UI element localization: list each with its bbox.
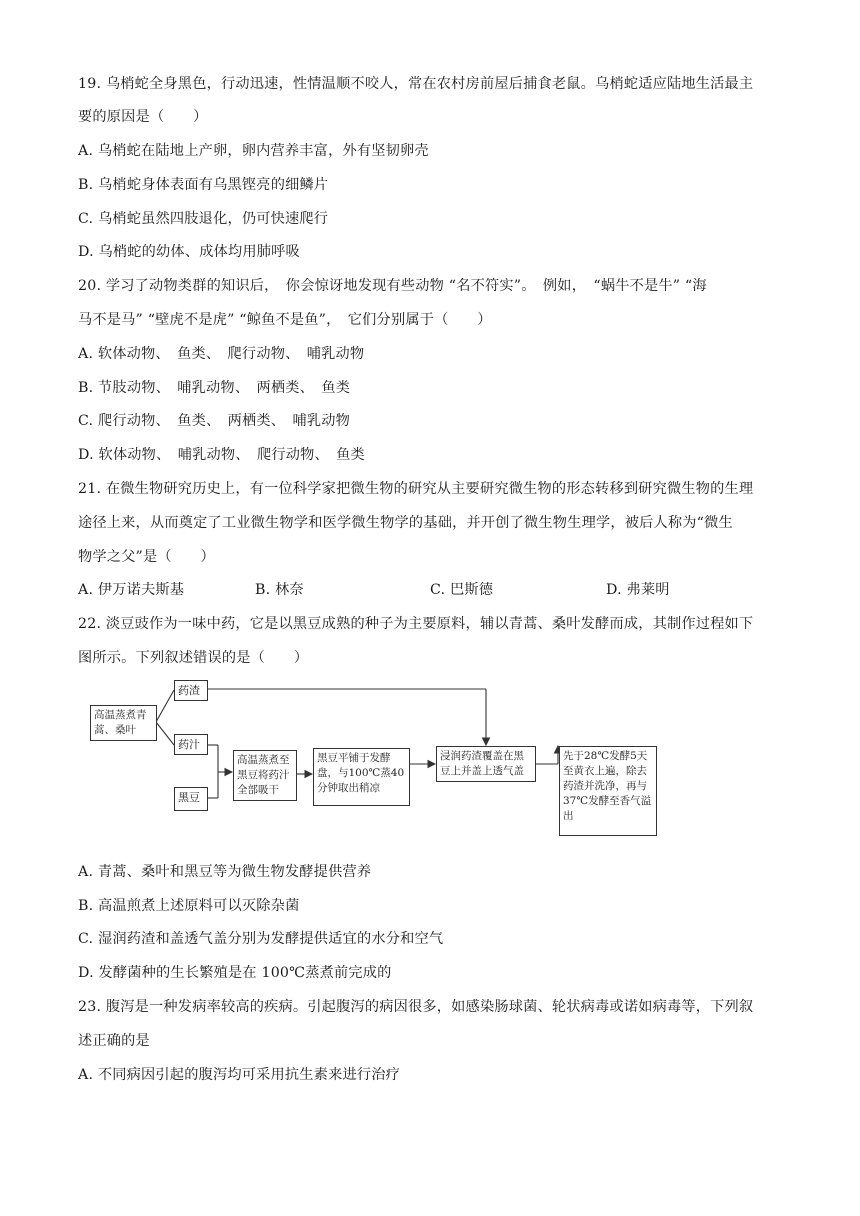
q22-option-c: C. 湿润药渣和盖透气盖分别为发酵提供适宜的水分和空气 [78, 931, 444, 947]
diagram-box-ferment: 先于28℃发酵5天至黄衣上遍，除去药渣并洗净，再与37℃发酵至香气溢出 [559, 746, 657, 836]
diagram-box-juice: 药汁 [174, 734, 208, 755]
diagram-box-residue: 药渣 [174, 680, 208, 701]
q19-option-d: D. 乌梢蛇的幼体、成体均用肺呼吸 [78, 244, 300, 260]
diagram-box-cover-residue: 浸润药渣覆盖在黑豆上并盖上透气盖 [436, 746, 536, 782]
q23-stem-line1: 23. 腹泻是一种发病率较高的疾病。引起腹泻的病因很多，如感染肠球菌、轮状病毒或诺如病毒等，下列叙 [78, 999, 754, 1015]
diagram-box-spread-steam: 黑豆平铺于发酵盘，与100℃蒸40分钟取出稍凉 [313, 748, 410, 806]
q20-option-d: D. 软体动物、 哺乳动物、 爬行动物、 鱼类 [78, 447, 365, 463]
q21-option-c: C. 巴斯德 [430, 582, 494, 598]
q22-option-b: B. 高温煎煮上述原料可以灭除杂菌 [78, 898, 300, 914]
q21-option-d: D. 弗莱明 [606, 582, 670, 598]
q19-option-b: B. 乌梢蛇身体表面有乌黑铿亮的细鳞片 [78, 177, 329, 193]
q19-stem-line2: 要的原因是（ ） [78, 109, 208, 125]
diagram-box-boil-herbs: 高温蒸煮青蒿、桑叶 [90, 705, 157, 741]
q21-option-a: A. 伊万诺夫斯基 [78, 582, 185, 598]
q19-option-c: C. 乌梢蛇虽然四肢退化，仍可快速爬行 [78, 211, 329, 227]
q22-stem-line1: 22. 淡豆豉作为一味中药，它是以黑豆成熟的种子为主要原料，辅以青蒿、桑叶发酵而成，其制作过程如下 [78, 616, 754, 632]
q20-stem-line1: 20. 学习了动物类群的知识后， 你会惊讶地发现有些动物 “名不符实”。 例如， “蜗牛不是牛” “海 [78, 278, 707, 294]
q20-option-c: C. 爬行动物、 鱼类、 两栖类、 哺乳动物 [78, 413, 351, 429]
diagram-box-black-beans: 黑豆 [174, 787, 208, 811]
q22-stem-line2: 图所示。下列叙述错误的是（ ） [78, 650, 309, 666]
q20-stem-line2: 马不是马” “壁虎不是虎” “鲸鱼不是鱼”， 它们分别属于（ ） [78, 312, 492, 328]
connector-b1-b2 [156, 690, 174, 722]
q20-option-a: A. 软体动物、 鱼类、 爬行动物、 哺乳动物 [78, 346, 365, 362]
q21-option-b: B. 林奈 [255, 582, 304, 598]
diagram-box-steam-beans: 高温蒸煮至黑豆将药汁全部吸干 [233, 750, 297, 801]
q23-stem-line2: 述正确的是 [78, 1033, 150, 1049]
q19-stem-line1: 19. 乌梢蛇全身黑色，行动迅速，性情温顺不咬人，常在农村房前屋后捕食老鼠。乌梢蛇适应陆地生活最主 [78, 76, 754, 92]
q21-stem-line2: 途径上来，从而奠定了工业微生物学和医学微生物学的基础，并开创了微生物生理学，被后人称为“微生 [78, 515, 733, 531]
q21-stem-line3: 物学之父”是（ ） [78, 549, 215, 565]
q19-option-a: A. 乌梢蛇在陆地上产卵，卵内营养丰富，外有坚韧卵壳 [78, 143, 429, 159]
q20-option-b: B. 节肢动物、 哺乳动物、 两栖类、 鱼类 [78, 380, 351, 396]
connector-b1-b3 [156, 722, 174, 745]
q21-stem-line1: 21. 在微生物研究历史上，有一位科学家把微生物的研究从主要研究微生物的形态转移到研究微生物的生理 [78, 481, 754, 497]
q22-option-a: A. 青蒿、桑叶和黑豆等为微生物发酵提供营养 [78, 864, 372, 880]
q22-option-d: D. 发酵菌种的生长繁殖是在 100℃蒸煮前完成的 [78, 965, 392, 981]
q23-option-a: A. 不同病因引起的腹泻均可采用抗生素来进行治疗 [78, 1067, 401, 1083]
